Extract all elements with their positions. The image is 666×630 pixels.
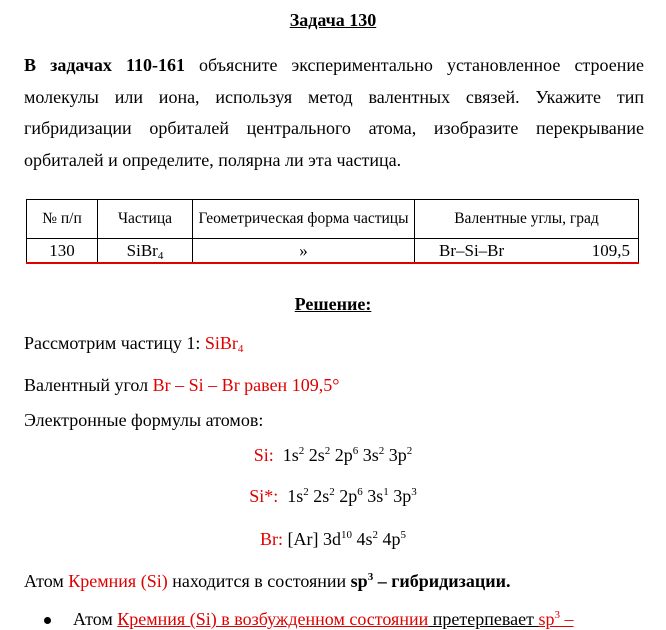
cell-angles <box>415 239 639 263</box>
formula-si-excited: Si*: $1s^2$ $2s^2$ $2p^6$ $3s^1$ $3p^3$ <box>249 486 417 506</box>
orbital-term: $3s^2$ <box>362 445 385 465</box>
task-range: В задачах 110-161 <box>24 55 185 75</box>
orbital-term: $4p^5$ <box>382 529 406 549</box>
bullet-icon <box>44 617 51 624</box>
table-row <box>27 239 639 263</box>
orbital-term: $3p^3$ <box>393 486 417 506</box>
orbital-term: $3p^2$ <box>388 445 413 465</box>
solution-heading: Решение: <box>294 294 372 314</box>
task-title: Задача 130 <box>289 10 377 30</box>
cell-num: 130 <box>27 239 98 263</box>
header-particle: Частица <box>98 200 193 239</box>
orbital-term: $3d^{10}$ <box>322 529 352 549</box>
formula-si: Si: $1s^2$ $2s^2$ $2p^6$ $3s^2$ $3p^2$ <box>253 445 413 465</box>
orbital-term: $2p^6$ <box>339 486 363 506</box>
data-table <box>26 199 639 263</box>
orbital-term: $2s^2$ <box>313 486 335 506</box>
header-shape: Геометрическая форма частицы <box>193 200 415 239</box>
state-line: Атом Кремния (Si) находится в состоянии $sp^3$ – гибридизации. <box>24 571 511 591</box>
orbital-term: $1s^2$ <box>287 486 309 506</box>
header-num: № п/п <box>27 200 98 239</box>
task-statement <box>24 50 644 176</box>
bullet-text: Атом Кремния (Si) в возбужденном состоянии претерпевает $sp^3$ – <box>73 609 574 629</box>
orbital-term: $2s^2$ <box>308 445 331 465</box>
orbital-term: $1s^2$ <box>282 445 305 465</box>
electron-formulas-label: Электронные формулы атомов: <box>24 410 264 430</box>
orbital-term: $4s^2$ <box>356 529 378 549</box>
cell-particle: SiBr$_4$ <box>98 239 193 263</box>
cell-shape: » <box>193 239 415 263</box>
angle-value: 109,5 <box>591 241 630 260</box>
orbital-term: $2p^6$ <box>334 445 359 465</box>
formula-br: Br: [Ar] $3d^{10}$ $4s^2$ $4p^5$ <box>259 529 406 549</box>
header-angles: Валентные углы, град <box>415 200 639 239</box>
consider-line: Рассмотрим частицу 1: SiBr$_4$ <box>24 333 244 355</box>
table-header-row <box>27 200 639 239</box>
valence-angle-line: Валентный угол Br – Si – Br равен 109,5° <box>24 375 340 395</box>
angle-name: Br–Si–Br <box>439 241 505 260</box>
task-text: объясните экспериментально установленное строение молекулы или иона, используя метод валентных связей. Укажите тип гибридизации орбиталей центрального атома, изобразите перекрывание орбиталей и определите, полярна ли эта частица. <box>24 55 644 170</box>
red-underline <box>26 262 639 264</box>
orbital-term: $3s^1$ <box>367 486 389 506</box>
